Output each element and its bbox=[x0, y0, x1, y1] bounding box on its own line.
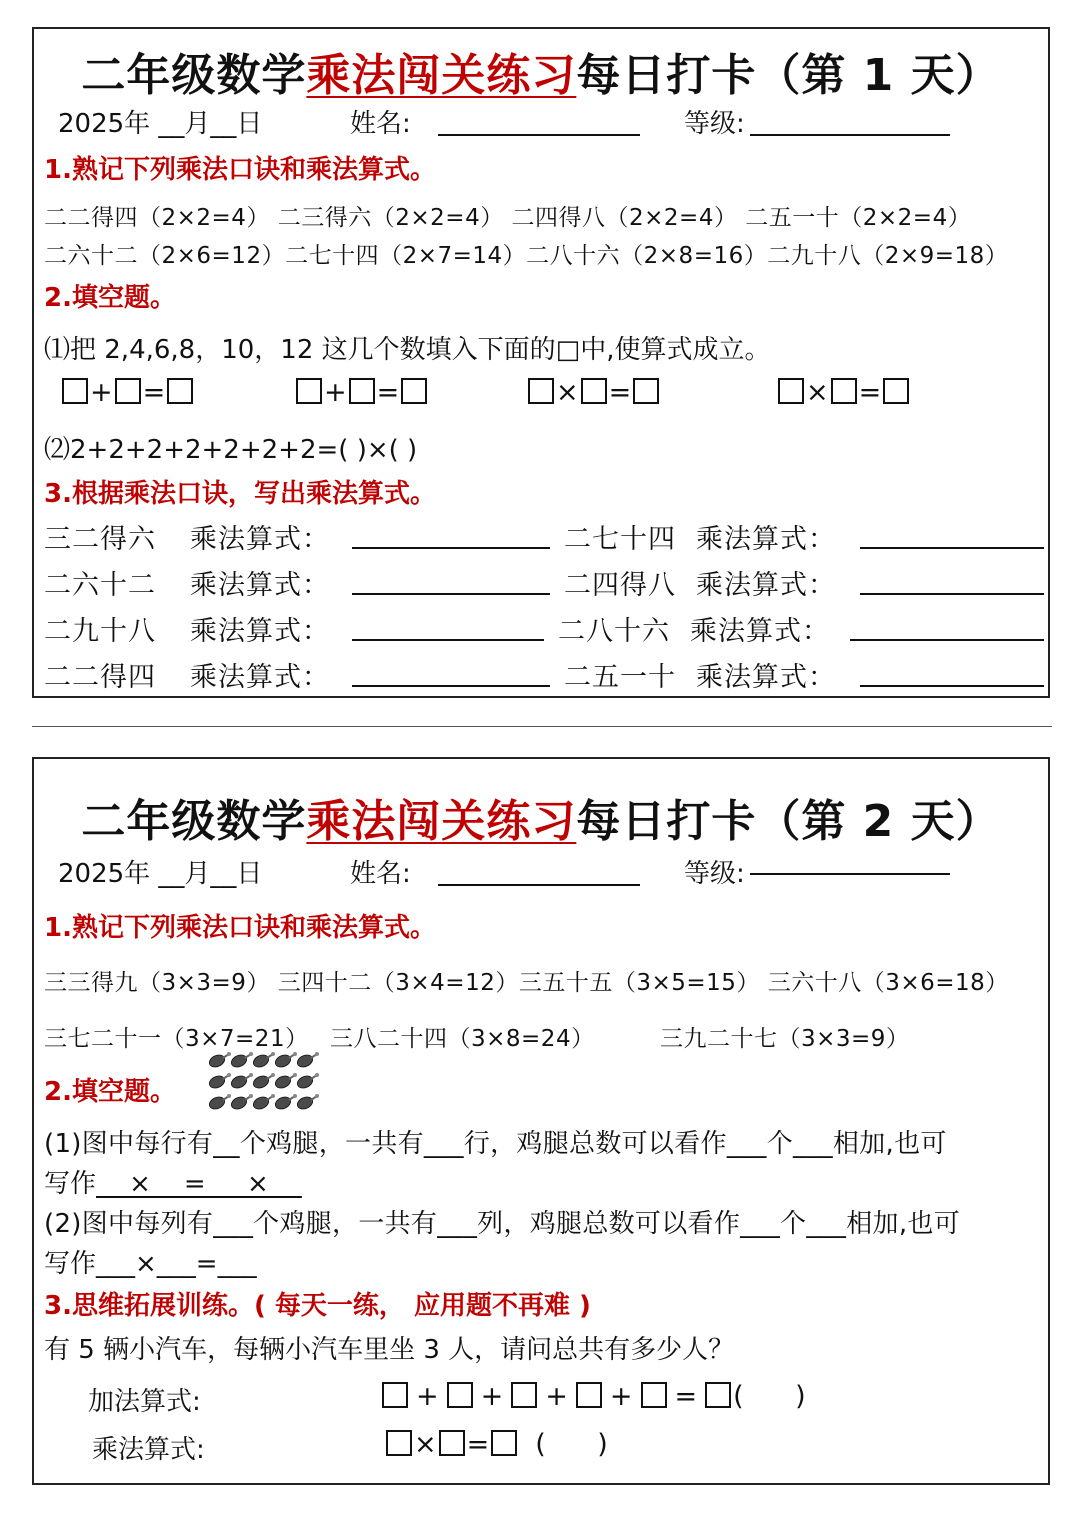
day2-question2-line2: 写作___×___=___ bbox=[44, 1249, 257, 1279]
answer-box[interactable] bbox=[382, 1382, 408, 1408]
day1-section3-heading: 3.根据乘法口诀，写出乘法算式。 bbox=[44, 479, 436, 509]
day1-equation-times-1 bbox=[528, 377, 659, 408]
day2-section1-heading: 1.熟记下列乘法口诀和乘法算式。 bbox=[44, 913, 436, 943]
day2-word-problem: 有 5 辆小汽车，每辆小汽车里坐 3 人，请问总共有多少人？ bbox=[44, 1335, 735, 1365]
day1-date: 2025年 __月__日 bbox=[58, 109, 263, 139]
chicken-leg-icon bbox=[229, 1052, 253, 1069]
answer-line[interactable] bbox=[352, 563, 550, 595]
day2-mul-label: 乘法算式: bbox=[92, 1435, 205, 1465]
answer-box[interactable] bbox=[641, 1382, 667, 1408]
day2-question1-line1: (1)图中每行有__个鸡腿，一共有___行，鸡腿总数可以看作___个___相加,也可 bbox=[44, 1129, 947, 1159]
day2-name-label: 姓名: bbox=[350, 859, 411, 889]
mul-item: 二二得四 bbox=[44, 662, 156, 693]
mul-label: 乘法算式： bbox=[190, 524, 330, 555]
mul-label: 乘法算式： bbox=[190, 570, 330, 601]
mul-item: 二九十八 bbox=[44, 616, 156, 647]
day1-section2-heading: 2.填空题。 bbox=[44, 283, 176, 313]
day2-name-blank[interactable] bbox=[438, 853, 640, 886]
mul-label: 乘法算式： bbox=[696, 570, 836, 601]
chicken-legs-picture bbox=[205, 1048, 325, 1112]
day1-grade-label: 等级: bbox=[684, 109, 745, 139]
answer-box[interactable] bbox=[115, 378, 141, 404]
times-sign: × bbox=[414, 1429, 437, 1460]
equals-sign: = bbox=[466, 1429, 490, 1460]
day2-koujue-row2a: 三七二十一（3×7=21） bbox=[44, 1026, 309, 1052]
day1-grade-blank[interactable] bbox=[750, 103, 950, 136]
day2-koujue-row1: 三三得九（3×3=9） 三四十二（3×4=12）三五十五（3×5=15） 三六十八（3×6=18） bbox=[44, 970, 1009, 996]
answer-box[interactable] bbox=[778, 378, 804, 404]
plus-sign: + bbox=[90, 377, 113, 408]
plus-sign: + bbox=[324, 377, 347, 408]
mul-item: 二五一十 bbox=[564, 662, 676, 693]
times-sign: × bbox=[806, 377, 829, 408]
plus-sign: + bbox=[609, 1381, 633, 1412]
chicken-leg-icon bbox=[273, 1052, 297, 1069]
day1-title bbox=[34, 39, 1048, 103]
mul-item: 二六十二 bbox=[44, 570, 156, 601]
answer-box[interactable] bbox=[576, 1382, 602, 1408]
day2-question1-line2 bbox=[44, 1163, 302, 1200]
answer-box[interactable] bbox=[401, 378, 427, 404]
day2-date: 2025年 __月__日 bbox=[58, 859, 263, 889]
plus-sign: + bbox=[480, 1381, 504, 1412]
unit-paren: ( ) bbox=[733, 1381, 806, 1412]
plus-sign: + bbox=[416, 1381, 439, 1412]
chicken-leg-icon bbox=[207, 1073, 231, 1090]
write-as-expression: × = × bbox=[96, 1169, 302, 1199]
equals-sign: = bbox=[608, 377, 632, 408]
day2-section2-heading: 2.填空题。 bbox=[44, 1077, 176, 1107]
answer-box[interactable] bbox=[296, 378, 322, 404]
day1-question2: ⑵2+2+2+2+2+2+2=( )×( ) bbox=[44, 435, 418, 465]
chicken-leg-icon bbox=[295, 1052, 319, 1069]
times-sign: × bbox=[556, 377, 579, 408]
answer-line[interactable] bbox=[860, 655, 1044, 687]
plus-sign: + bbox=[545, 1381, 568, 1412]
answer-line[interactable] bbox=[850, 609, 1044, 641]
answer-box[interactable] bbox=[831, 378, 857, 404]
answer-line[interactable] bbox=[352, 609, 544, 641]
day2-grade-label: 等级: bbox=[684, 859, 745, 889]
answer-line[interactable] bbox=[352, 517, 550, 549]
chicken-leg-icon bbox=[251, 1052, 275, 1069]
day2-add-label: 加法算式: bbox=[88, 1387, 201, 1417]
answer-line[interactable] bbox=[352, 655, 550, 687]
equals-sign: = bbox=[376, 377, 400, 408]
title-prefix: 二年级数学 bbox=[81, 796, 307, 847]
day2-koujue-row2c: 三九二十七（3×3=9） bbox=[660, 1026, 910, 1052]
day1-koujue-row1: 二二得四（2×2=4） 二三得六（2×2=4） 二四得八（2×2=4） 二五一十（2×2=4） bbox=[44, 205, 972, 231]
day1-name-blank[interactable] bbox=[438, 103, 640, 136]
day2-multiplication-equation bbox=[386, 1429, 610, 1460]
day1-koujue-row2: 二六十二（2×6=12）二七十四（2×7=14）二八十六（2×8=16）二九十八（2×9=18） bbox=[44, 243, 1009, 269]
title-highlight: 乘法闯关练习 bbox=[306, 796, 577, 847]
chicken-leg-icon bbox=[295, 1094, 319, 1111]
answer-box[interactable] bbox=[167, 378, 193, 404]
title-highlight: 乘法闯关练习 bbox=[306, 50, 577, 101]
mul-label: 乘法算式： bbox=[190, 616, 330, 647]
unit-paren: ( ) bbox=[535, 1429, 608, 1460]
answer-box[interactable] bbox=[386, 1430, 412, 1456]
page-divider bbox=[32, 726, 1052, 727]
title-suffix: 每日打卡（第 2 天） bbox=[576, 796, 1001, 847]
mul-item: 二四得八 bbox=[564, 570, 676, 601]
answer-box[interactable] bbox=[528, 378, 554, 404]
day2-card bbox=[32, 757, 1050, 1485]
chicken-leg-icon bbox=[251, 1094, 275, 1111]
chicken-leg-icon bbox=[207, 1094, 231, 1111]
write-as-label: 写作 bbox=[44, 1169, 97, 1199]
answer-line[interactable] bbox=[860, 563, 1044, 595]
mul-label: 乘法算式： bbox=[190, 662, 330, 693]
chicken-leg-icon bbox=[273, 1073, 297, 1090]
answer-box[interactable] bbox=[447, 1382, 473, 1408]
mul-label: 乘法算式： bbox=[690, 616, 830, 647]
day2-section3-heading: 3.思维拓展训练。( 每天一练， 应用题不再难 ) bbox=[44, 1291, 591, 1321]
mul-label: 乘法算式： bbox=[696, 524, 836, 555]
day1-section1-heading: 1.熟记下列乘法口诀和乘法算式。 bbox=[44, 155, 436, 185]
title-prefix: 二年级数学 bbox=[81, 50, 307, 101]
answer-line[interactable] bbox=[860, 517, 1044, 549]
chicken-leg-icon bbox=[229, 1094, 253, 1111]
day1-equation-plus-1 bbox=[62, 377, 193, 408]
answer-box[interactable] bbox=[349, 378, 375, 404]
chicken-leg-icon bbox=[251, 1073, 275, 1090]
chicken-leg-icon bbox=[229, 1073, 253, 1090]
equals-sign: = bbox=[674, 1381, 698, 1412]
day1-question1: ⑴把 2,4,6,8，10，12 这几个数填入下面的□中,使算式成立。 bbox=[44, 335, 771, 365]
mul-item: 三二得六 bbox=[44, 524, 156, 555]
answer-box[interactable] bbox=[62, 378, 88, 404]
answer-box[interactable] bbox=[511, 1382, 537, 1408]
day1-equation-times-2 bbox=[778, 377, 909, 408]
day1-name-label: 姓名: bbox=[350, 109, 411, 139]
chicken-leg-icon bbox=[273, 1094, 297, 1111]
answer-box[interactable] bbox=[439, 1430, 465, 1456]
answer-box[interactable] bbox=[633, 378, 659, 404]
day2-koujue-row2b: 三八二十四（3×8=24） bbox=[330, 1026, 595, 1052]
day2-grade-blank[interactable] bbox=[750, 853, 950, 875]
day2-question2-line1: (2)图中每列有___个鸡腿，一共有___列，鸡腿总数可以看作___个___相加,也可 bbox=[44, 1209, 960, 1239]
mul-item: 二八十六 bbox=[558, 616, 670, 647]
answer-box[interactable] bbox=[491, 1430, 517, 1456]
equals-sign: = bbox=[142, 377, 166, 408]
answer-box[interactable] bbox=[883, 378, 909, 404]
day1-equation-plus-2 bbox=[296, 377, 427, 408]
equals-sign: = bbox=[858, 377, 882, 408]
answer-box[interactable] bbox=[705, 1382, 731, 1408]
mul-label: 乘法算式： bbox=[696, 662, 836, 693]
day1-card bbox=[32, 27, 1050, 698]
chicken-leg-icon bbox=[207, 1052, 231, 1069]
day2-title bbox=[34, 785, 1048, 849]
day2-addition-equation bbox=[382, 1381, 808, 1412]
title-suffix: 每日打卡（第 1 天） bbox=[576, 50, 1001, 101]
mul-item: 二七十四 bbox=[564, 524, 676, 555]
answer-box[interactable] bbox=[581, 378, 607, 404]
chicken-leg-icon bbox=[295, 1073, 319, 1090]
